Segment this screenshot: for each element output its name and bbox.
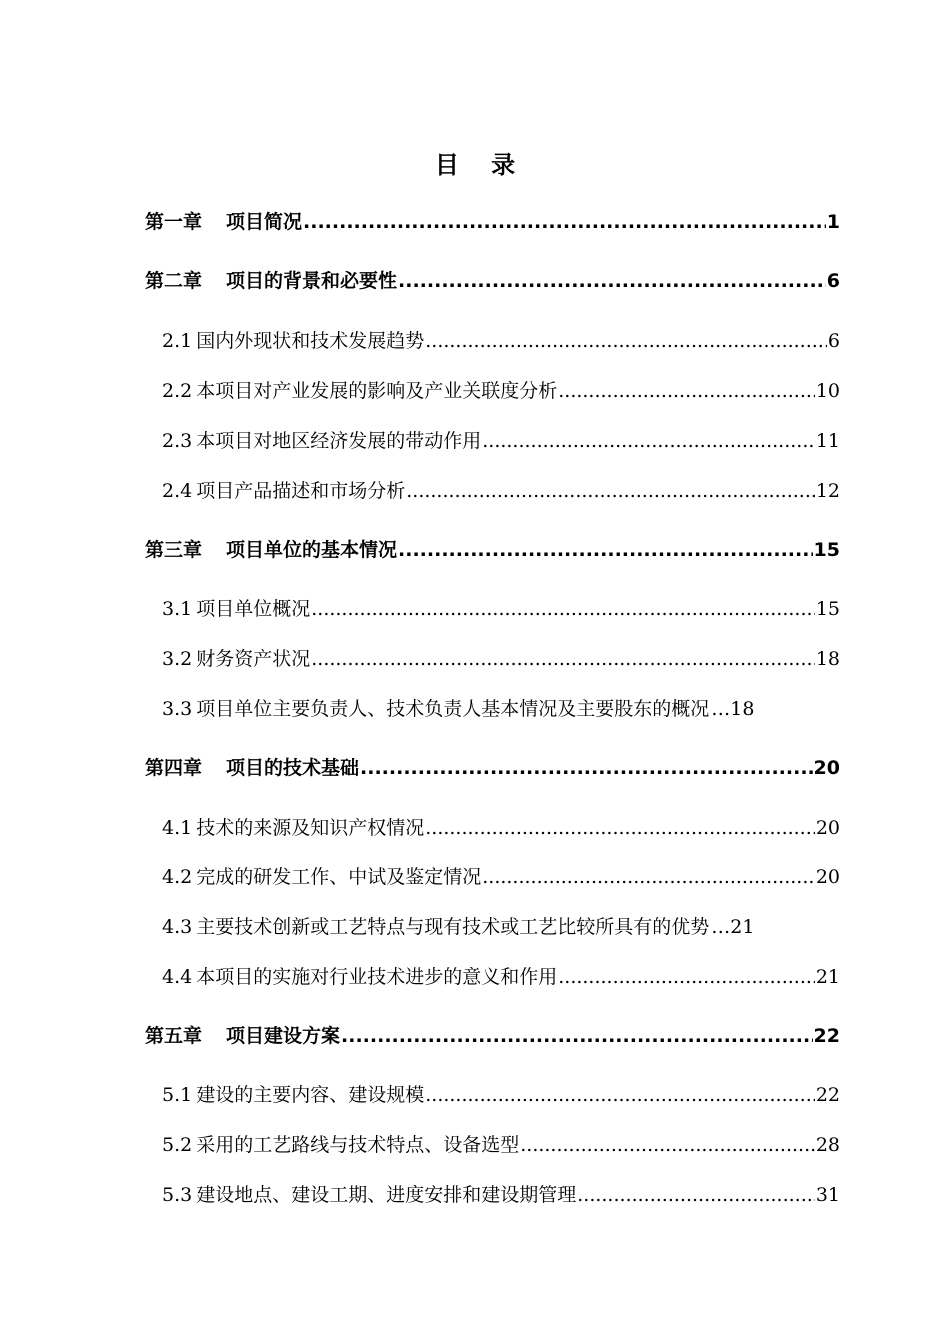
- dot-leader: [311, 598, 815, 620]
- entry-label: 项目单位主要负责人、技术负责人基本情况及主要股东的概况: [196, 698, 710, 720]
- entry-label: 国内外现状和技术发展趋势: [196, 330, 425, 352]
- entry-page-number: 21: [730, 916, 755, 938]
- entry-label: 本项目的实施对行业技术进步的意义和作用: [196, 966, 558, 988]
- toc-chapter-5[interactable]: [145, 1021, 840, 1048]
- entry-label: 建设的主要内容、建设规模: [196, 1084, 425, 1106]
- ellipsis-leader: …: [711, 916, 731, 938]
- toc-section-5-1[interactable]: [162, 1080, 840, 1107]
- entry-label: 项目单位概况: [196, 598, 311, 620]
- entry-page-number: 15: [813, 539, 840, 561]
- entry-page-number: 1: [826, 211, 840, 233]
- entry-label: 本项目对地区经济发展的带动作用: [196, 430, 482, 452]
- entry-label: 完成的研发工作、中试及鉴定情况: [196, 866, 482, 888]
- toc-section-3-1[interactable]: [162, 594, 840, 621]
- dot-leader: [360, 757, 813, 779]
- toc-section-4-4[interactable]: [162, 962, 840, 989]
- toc-section-3-3[interactable]: [162, 694, 840, 721]
- entry-label: 采用的工艺路线与技术特点、设备选型: [196, 1134, 520, 1156]
- entry-number: 2.3: [162, 430, 193, 452]
- toc-section-5-3[interactable]: [162, 1180, 840, 1207]
- entry-number: 第二章: [145, 270, 203, 292]
- entry-label: 建设地点、建设工期、进度安排和建设期管理: [196, 1184, 577, 1206]
- entry-number: 第一章: [145, 211, 203, 233]
- dot-leader: [482, 866, 815, 888]
- entry-number: 5.2: [162, 1134, 193, 1156]
- dot-leader: [398, 539, 813, 561]
- dot-leader: [425, 1084, 815, 1106]
- dot-leader: [303, 211, 826, 233]
- entry-label: 本项目对产业发展的影响及产业关联度分析: [196, 380, 558, 402]
- toc-section-5-2[interactable]: [162, 1130, 840, 1157]
- entry-number: 2.4: [162, 480, 193, 502]
- entry-page-number: 15: [815, 598, 840, 620]
- toc-section-4-2[interactable]: [162, 862, 840, 889]
- toc-section-4-3[interactable]: [162, 912, 840, 939]
- entry-page-number: 6: [826, 270, 840, 292]
- entry-page-number: 20: [815, 866, 840, 888]
- entry-label: 技术的来源及知识产权情况: [196, 817, 425, 839]
- toc-section-3-2[interactable]: [162, 644, 840, 671]
- entry-number: 3.2: [162, 648, 193, 670]
- toc-chapter-2[interactable]: [145, 266, 840, 293]
- entry-label: 项目建设方案: [226, 1025, 341, 1047]
- dot-leader: [520, 1134, 815, 1156]
- dot-leader: [425, 330, 827, 352]
- entry-number: 5.1: [162, 1084, 193, 1106]
- toc-section-2-3[interactable]: [162, 426, 840, 453]
- entry-number: 4.3: [162, 916, 193, 938]
- toc-chapter-1[interactable]: [145, 207, 840, 234]
- entry-label: 项目简况: [226, 211, 303, 233]
- entry-number: 4.1: [162, 817, 193, 839]
- entry-page-number: 22: [813, 1025, 840, 1047]
- toc-section-2-1[interactable]: [162, 326, 840, 353]
- entry-label: 项目单位的基本情况: [226, 539, 398, 561]
- entry-number: 2.1: [162, 330, 193, 352]
- entry-page-number: 12: [815, 480, 840, 502]
- toc-chapter-3[interactable]: [145, 535, 840, 562]
- dot-leader: [341, 1025, 813, 1047]
- entry-page-number: 18: [730, 698, 755, 720]
- entry-page-number: 6: [827, 330, 840, 352]
- entry-page-number: 18: [815, 648, 840, 670]
- entry-page-number: 31: [815, 1184, 840, 1206]
- toc-section-4-1[interactable]: [162, 813, 840, 840]
- dot-leader: [398, 270, 826, 292]
- page-title: 目 录: [434, 151, 528, 179]
- entry-label: 项目的技术基础: [226, 757, 360, 779]
- dot-leader: [311, 648, 815, 670]
- entry-number: 第三章: [145, 539, 203, 561]
- entry-number: 4.2: [162, 866, 193, 888]
- dot-leader: [482, 430, 815, 452]
- entry-label: 项目的背景和必要性: [226, 270, 398, 292]
- entry-page-number: 20: [813, 757, 840, 779]
- entry-page-number: 22: [815, 1084, 840, 1106]
- entry-number: 5.3: [162, 1184, 193, 1206]
- entry-label: 主要技术创新或工艺特点与现有技术或工艺比较所具有的优势: [196, 916, 710, 938]
- dot-leader: [406, 480, 815, 502]
- dot-leader: [425, 817, 815, 839]
- entry-label: 财务资产状况: [196, 648, 311, 670]
- entry-number: 第五章: [145, 1025, 203, 1047]
- entry-page-number: 28: [815, 1134, 840, 1156]
- entry-page-number: 10: [815, 380, 840, 402]
- toc-chapter-4[interactable]: [145, 753, 840, 780]
- entry-page-number: 20: [815, 817, 840, 839]
- toc-section-2-2[interactable]: [162, 376, 840, 403]
- toc-section-2-4[interactable]: [162, 476, 840, 503]
- dot-leader: [558, 966, 815, 988]
- entry-number: 第四章: [145, 757, 203, 779]
- entry-number: 4.4: [162, 966, 193, 988]
- ellipsis-leader: …: [711, 698, 731, 720]
- entry-number: 3.3: [162, 698, 193, 720]
- entry-number: 3.1: [162, 598, 193, 620]
- entry-page-number: 11: [815, 430, 840, 452]
- dot-leader: [577, 1184, 815, 1206]
- entry-page-number: 21: [815, 966, 840, 988]
- entry-label: 项目产品描述和市场分析: [196, 480, 406, 502]
- dot-leader: [558, 380, 815, 402]
- entry-number: 2.2: [162, 380, 193, 402]
